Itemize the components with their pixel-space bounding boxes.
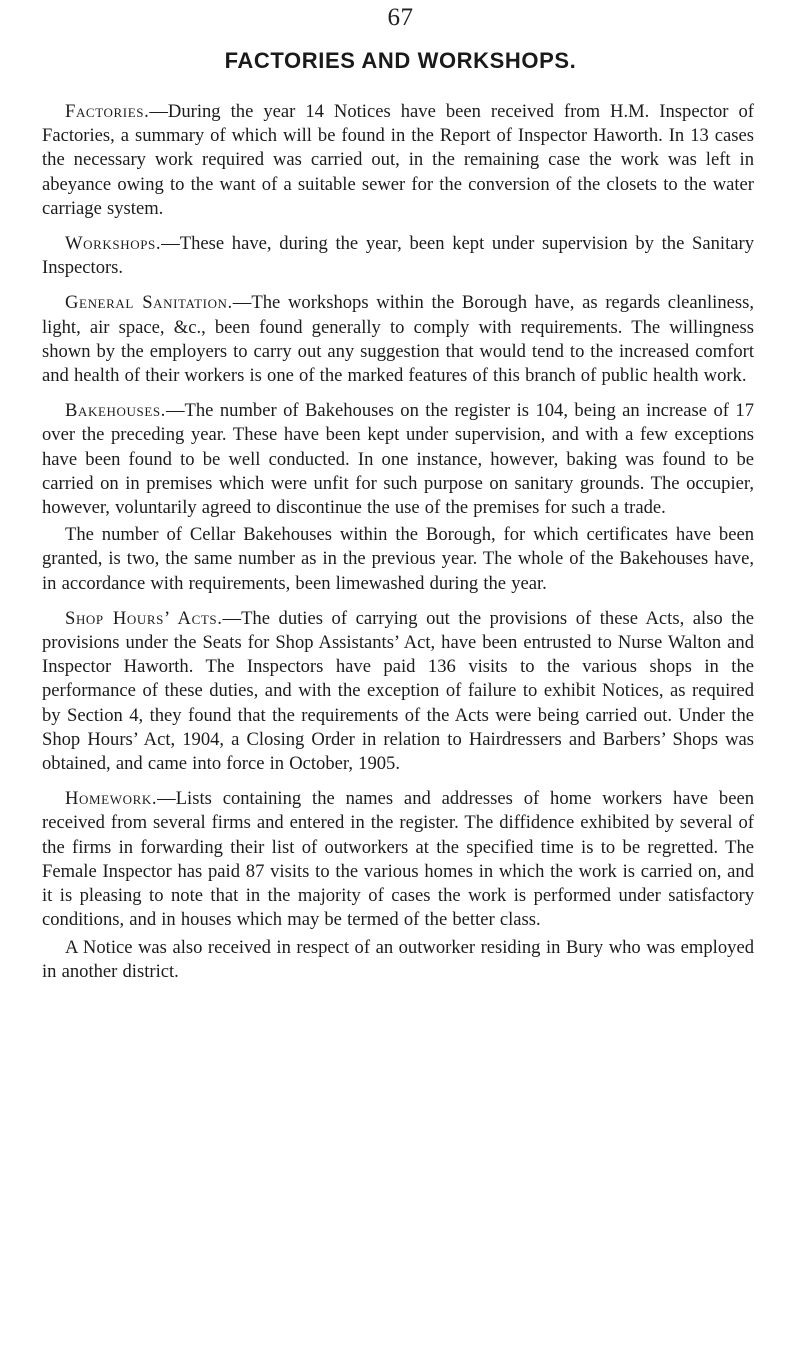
paragraph-text: —The workshops within the Borough have, as regards cleanliness, light, air space, &c., been found generally to comply with requirements. The willingness shown by the employers to carry out any suggestion that would tend to the increased comfort and health of their workers is one of the marked features of this branch of public health work. bbox=[42, 292, 754, 387]
paragraph-text: —During the year 14 Notices have been received from H.M. Inspector of Factories, a summary of which will be found in the Report of Inspector Haworth. In 13 cases the necessary work required was carried out, in the remaining case the work was left in abeyance owing to the want of a suitable sewer for the conversion of the closets to the water carriage system. bbox=[42, 101, 754, 219]
paragraph-factories bbox=[42, 100, 754, 221]
paragraph-text: —The number of Bakehouses on the register is 104, being an increase of 17 over the preceding year. These have been kept under supervision, and with a few exceptions have been found to be well conducted. In one instance, however, baking was found to be carried on in premises which were unfit for such purpose on sanitary grounds. The occupier, however, voluntarily agreed to discontinue the use of the premises for such a trade. bbox=[42, 400, 754, 519]
section-lead: General Sanitation. bbox=[65, 292, 233, 314]
section-lead: Workshops. bbox=[65, 233, 162, 255]
paragraph-homework bbox=[42, 787, 754, 932]
paragraph-text: —The duties of carrying out the provisions of these Acts, also the provisions under the Seats for Shop Assistants’ Act, have been entrusted to Nurse Walton and Inspector Haworth. The Inspectors have paid 136 visits to the various shops in the performance of these duties, and with the exception of failure to exhibit Notices, as required by Section 4, they found that the requirements of the Acts were being carried out. Under the Shop Hours’ Act, 1904, a Closing Order in relation to Hairdressers and Barbers’ Shops was obtained, and came into force in October, 1905. bbox=[42, 607, 754, 775]
section-lead: Shop Hours’ Acts. bbox=[65, 607, 223, 629]
paragraph-general-sanitation bbox=[42, 291, 754, 388]
paragraph-workshops bbox=[42, 232, 754, 280]
paragraph-cellar-bakehouses bbox=[42, 523, 754, 596]
report-body bbox=[42, 100, 754, 995]
section-lead: Bakehouses. bbox=[65, 400, 166, 422]
paragraph-text: The number of Cellar Bakehouses within the Borough, for which certificates have been granted, is two, the same number as in the previous year. The whole of the Bakehouses have, in accordance with requirements, been limewashed during the year. bbox=[42, 524, 754, 594]
paragraph-bakehouses bbox=[42, 399, 754, 520]
paragraph-text: —These have, during the year, been kept under supervision by the Sanitary Inspectors. bbox=[42, 233, 754, 279]
section-lead: Factories. bbox=[65, 101, 150, 122]
section-lead: Homework. bbox=[65, 788, 158, 810]
paragraph-outworker-notice bbox=[42, 936, 754, 984]
paragraph-text: A Notice was also received in respect of an outworker residing in Bury who was employed in another district. bbox=[42, 936, 754, 982]
paragraph-shop-hours-acts bbox=[42, 607, 754, 776]
page-title: FACTORIES AND WORKSHOPS. bbox=[224, 48, 577, 73]
paragraph-text: —Lists containing the names and addresses of home workers have been received from several firms and entered in the register. The diffidence exhibited by several of the firms in forwarding their list of outworkers at the specified time is to be regretted. The Female Inspector has paid 87 visits to the various homes in which the work is carried on, and it is pleasing to note that in the majority of cases the work is performed under satisfactory conditions, and in houses which may be termed of the better class. bbox=[42, 788, 754, 931]
page-number: 67 bbox=[387, 4, 414, 31]
